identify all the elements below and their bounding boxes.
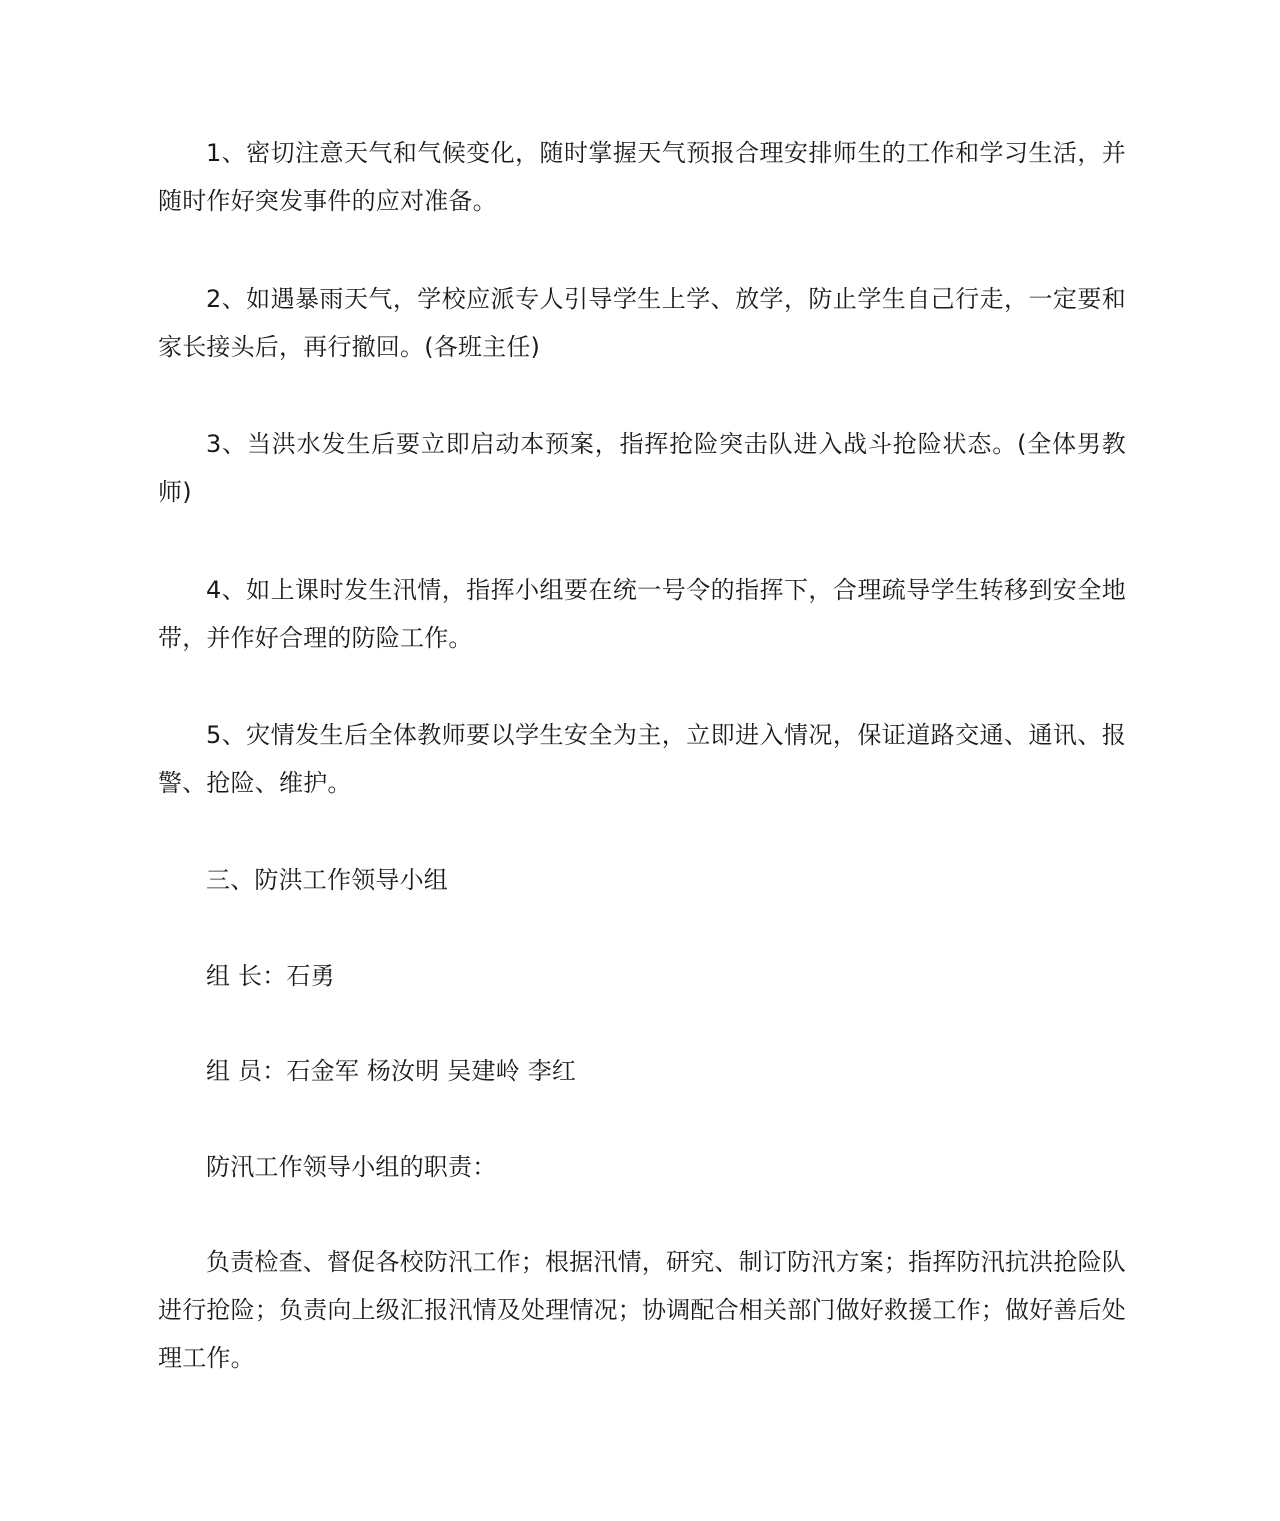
paragraph-responsibilities: 负责检查、督促各校防汛工作；根据汛情，研究、制订防汛方案；指挥防汛抗洪抢险队进行抢险；负责向上级汇报汛情及处理情况；协调配合相关部门做好救援工作；做好善后处理工作。 xyxy=(158,1248,1126,1372)
paragraph-weather-monitoring: 1、密切注意天气和气候变化，随时掌握天气预报合理安排师生的工作和学习生活，并随时作好突发事件的应对准备。 xyxy=(158,139,1126,215)
section-heading-leadership-group: 三、防洪工作领导小组 xyxy=(206,866,448,894)
group-leader-line: 组 长：石勇 xyxy=(206,962,335,990)
paragraph-rainstorm-guidance: 2、如遇暴雨天气，学校应派专人引导学生上学、放学，防止学生自己行走，一定要和家长接头后，再行撤回。(各班主任) xyxy=(158,285,1126,361)
paragraph-flood-response: 3、当洪水发生后要立即启动本预案，指挥抢险突击队进入战斗抢险状态。(全体男教师) xyxy=(158,430,1126,506)
paragraph-disaster-safety: 5、灾情发生后全体教师要以学生安全为主，立即进入情况，保证道路交通、通讯、报警、抢险、维护。 xyxy=(158,721,1126,797)
group-members-line: 组 员：石金军 杨汝明 吴建岭 李红 xyxy=(206,1057,577,1085)
responsibilities-heading: 防汛工作领导小组的职责： xyxy=(206,1153,497,1181)
paragraph-class-evacuation: 4、如上课时发生汛情，指挥小组要在统一号令的指挥下，合理疏导学生转移到安全地带，并作好合理的防险工作。 xyxy=(158,576,1126,652)
